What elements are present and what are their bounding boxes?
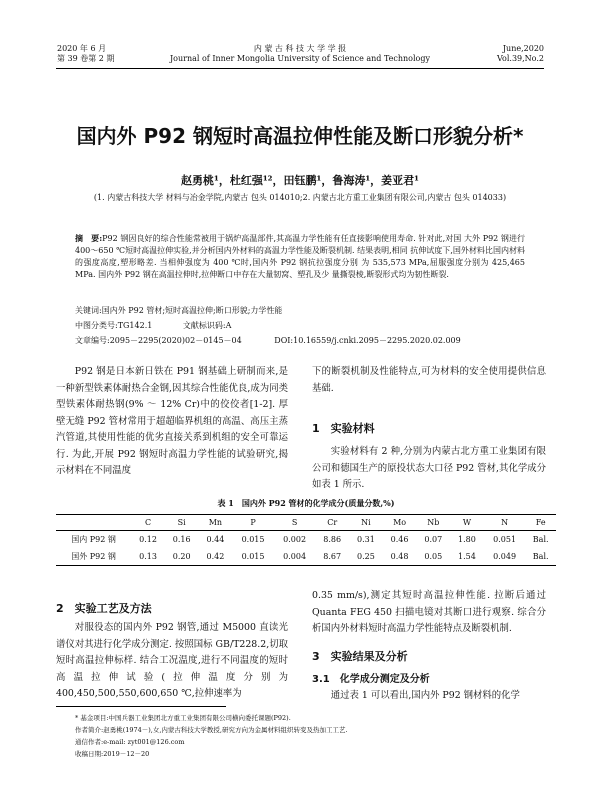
col-header: C — [131, 515, 165, 531]
table-cell: 0.13 — [131, 548, 165, 566]
article-number: 文章编号:2095－2295(2020)02－0145－04 — [75, 336, 242, 345]
section-3-title: 3 实验结果及分析 — [312, 650, 408, 663]
intro-right-column: 下的断裂机制及性能特点,可为材料的安全使用提供信息基础. — [312, 366, 546, 394]
col-header: S — [274, 515, 316, 531]
footnotes — [75, 712, 555, 760]
chemical-composition-table — [56, 514, 556, 566]
document-code: 文献标识码:A — [182, 321, 232, 330]
col-header: Si — [165, 515, 199, 531]
col-header: Cr — [315, 515, 349, 531]
keywords: 关键词:国内外 P92 管材;短时高温拉伸;断口形貌;力学性能 — [75, 306, 283, 315]
table-cell: 0.42 — [199, 548, 233, 566]
col-header: P — [232, 515, 274, 531]
table-cell: 0.004 — [274, 548, 316, 566]
col-header: W — [450, 515, 484, 531]
abstract-text: P92 钢因良好的综合性能常被用于锅炉高温部件,其高温力学性能有任直接影响使用寿命. 针对此,对国 大外 P92 钢进行 400～650 ℃短时高温拉伸实验,并分析国内外材料的高温力学性能及断裂机制. 结果表明,相同 抗伸试度下,国外材料比国内材料的强度高度,塑形略差. 当相伸强度为 400 ℃时,国内外 P92 钢抗拉强度分别 为 535,573 MPa,屈服强度分别为 425,465 MPa. 国内外 P92 钢在高温拉伸时,拉伸断口中存在大量韧窝、塑孔及少 量撕裂棱,断裂形式均为韧性断裂. — [75, 234, 526, 279]
table-row — [56, 548, 556, 566]
table-1-caption: 表 1 国内外 P92 管材的化学成分(质量分数,%) — [217, 498, 395, 508]
footnote-email: 通信作者:e-mail: zyt001@126.com — [75, 738, 185, 746]
table-cell: 国内 P92 钢 — [71, 535, 116, 544]
section-3-1-title: 3.1 化学成分测定及分析 — [312, 674, 430, 685]
intro-left-column: P92 钢是日本新日铁在 P91 钢基础上研制而来,是一种新型铁素体耐热合金钢,因其综合性能优良,成为同类型铁素体耐热钢(9% ～ 12% Cr)中的佼佼者[1-2]. 厚壁无缝 P92 管材常用于超超临界机组的高温、高压主蒸汽管道,其使用性能的优劣直接关系到机组的安全可靠运行. 为此,开展 P92 钢短时高温力学性能的试验研究,揭示材料在不同温度 — [56, 366, 288, 476]
table-cell: 1.54 — [450, 548, 484, 566]
abstract — [75, 232, 525, 281]
header-date-en: June,2020 — [502, 44, 544, 53]
table-cell: 0.015 — [241, 535, 265, 544]
table-row — [56, 531, 556, 549]
col-header: Fe — [525, 515, 556, 531]
table-cell: 0.051 — [493, 535, 517, 544]
col-header — [56, 515, 131, 531]
section-1-title: 1 实验材料 — [312, 422, 375, 435]
article-info — [75, 335, 525, 347]
section-2-continued: 0.35 mm/s),测定其短时高温拉伸性能. 拉断后通过 Quanta FEG 450 扫描电镜对其断口进行观察. 综合分析国内外材料短时高温力学性能特点及断裂机制. — [312, 590, 546, 634]
footnote-author: 作者简介:赵勇桃(1974－),女,内蒙古科技大学教授,研究方向为金属材料组织转变及热加工工艺. — [75, 726, 348, 734]
section-2-text: 对服役态的国内外 P92 钢管,通过 M5000 直读光谱仪对其进行化学成分测定. 按照国标 GB/T228.2,切取短时高温拉伸标样. 结合工况温度,进行不同温度的短时高温拉伸试验(拉伸温度分别为 400,450,500,550,600,650 ℃,拉伸速率为 — [56, 622, 288, 699]
header-left — [57, 44, 114, 64]
header-center — [150, 44, 450, 64]
table-cell: 0.049 — [484, 548, 526, 566]
clc-number: 中图分类号:TG142.1 — [75, 321, 153, 330]
table-cell: 国外 P92 钢 — [56, 548, 131, 566]
footnote-fund: * 基金项目:中国兵器工业集团北方重工业集团有限公司横向委托课题(P92). — [75, 714, 291, 722]
table-cell: 0.015 — [232, 548, 274, 566]
footnote-rule — [56, 706, 226, 707]
col-header: Ni — [349, 515, 383, 531]
table-cell: 8.86 — [323, 535, 342, 544]
header-date: 2020 年 6 月 — [57, 44, 107, 53]
table-header-row — [56, 515, 556, 531]
footnote-received: 收稿日期:2019－12－20 — [75, 750, 150, 758]
table-cell: 0.46 — [390, 535, 409, 544]
table-cell: 0.002 — [283, 535, 307, 544]
header-right — [497, 44, 544, 64]
header-rule — [56, 68, 544, 69]
journal-name-cn: 内 蒙 古 科 技 大 学 学 报 — [253, 44, 347, 53]
table-cell: 0.07 — [424, 535, 443, 544]
table-cell: 0.05 — [416, 548, 450, 566]
header-volume-en: Vol.39,No.2 — [497, 54, 544, 63]
table-cell: Bal. — [532, 535, 549, 544]
table-cell: 0.16 — [172, 535, 191, 544]
table-cell: 0.12 — [139, 535, 157, 544]
header-volume: 第 39 卷第 2 期 — [57, 54, 115, 63]
affiliation: (1. 内蒙古科技大学 材料与冶金学院,内蒙古 包头 014010;2. 内蒙古北方重工业集团有限公司,内蒙古 包头 014033) — [93, 193, 507, 202]
table-cell: 0.48 — [383, 548, 417, 566]
table-cell: 0.25 — [349, 548, 383, 566]
table-cell: 1.80 — [458, 535, 476, 544]
section-3-1-text: 通过表 1 可以看出,国内外 P92 钢材料的化学 — [330, 690, 520, 701]
table-cell: 0.20 — [165, 548, 199, 566]
abstract-label: 摘 要: — [75, 233, 103, 243]
section-2-title: 2 实验工艺及方法 — [56, 602, 152, 615]
col-header: Mn — [199, 515, 233, 531]
col-header: Nb — [416, 515, 450, 531]
page-title: 国内外 P92 钢短时高温拉伸性能及断口形貌分析* — [76, 124, 524, 148]
table-cell: 8.67 — [315, 548, 349, 566]
table-cell: 0.44 — [206, 535, 225, 544]
section-1-text: 实验材料有 2 种,分别为内蒙古北方重工业集团有限公司和德国生产的原投状态大口径 P92 管材,其化学成分如表 1 所示. — [312, 446, 546, 490]
authors: 赵勇桃¹，杜红强¹²，田钰鹏¹，鲁海涛¹，姜亚君¹ — [181, 174, 419, 187]
journal-name-en: Journal of Inner Mongolia University of Science and Technology — [169, 54, 431, 63]
table-cell: 0.31 — [356, 535, 375, 544]
doi: DOI:10.16559/j.cnki.2095－2295.2020.02.009 — [274, 336, 461, 345]
classification — [75, 320, 525, 332]
col-header: Mo — [383, 515, 417, 531]
table-cell: Bal. — [525, 548, 556, 566]
col-header: N — [484, 515, 526, 531]
